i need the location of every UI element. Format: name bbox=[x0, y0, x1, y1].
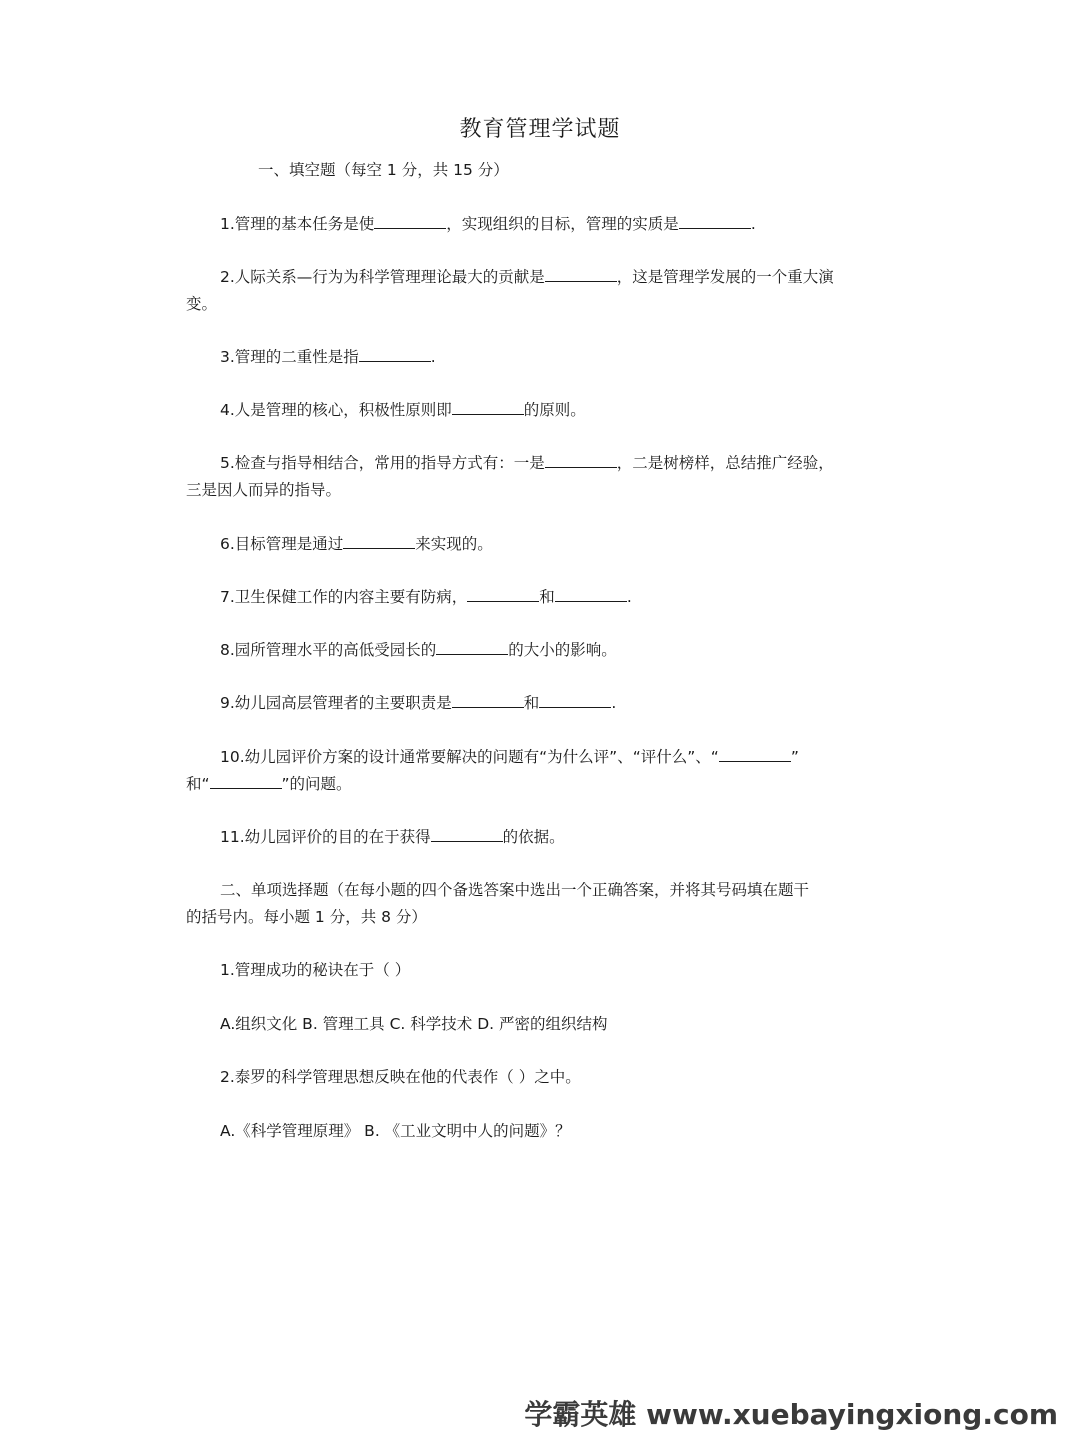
answer-blank bbox=[359, 345, 431, 362]
question-text: ，实现组织的目标，管理的实质是 bbox=[446, 215, 679, 233]
question-11 bbox=[220, 825, 565, 847]
section2-heading-continuation: 的括号内。每小题 1 分，共 8 分） bbox=[186, 908, 427, 926]
page-title: 教育管理学试题 bbox=[459, 117, 621, 142]
question-text: 2.人际关系—行为为科学管理理论最大的贡献是 bbox=[220, 268, 545, 286]
question-text: ”的问题。 bbox=[281, 775, 352, 793]
question-8 bbox=[220, 638, 617, 660]
answer-blank bbox=[452, 398, 524, 415]
answer-blank bbox=[545, 265, 617, 282]
question-text: 和“ bbox=[186, 775, 210, 793]
question-text: 5.检查与指导相结合，常用的指导方式有：一是 bbox=[220, 454, 545, 472]
answer-blank bbox=[545, 451, 617, 468]
question-3 bbox=[220, 345, 436, 367]
section1-heading: 一、填空题（每空 1 分，共 15 分） bbox=[258, 161, 509, 179]
question-10-continuation bbox=[186, 772, 352, 794]
section2-heading: 二、单项选择题（在每小题的四个备选答案中选出一个正确答案，并将其号码填在题干 bbox=[220, 881, 810, 899]
question-5-continuation: 三是因人而异的指导。 bbox=[186, 481, 342, 499]
answer-blank bbox=[452, 691, 524, 708]
question-text: ” bbox=[790, 748, 799, 766]
question-text: 9.幼儿园高层管理者的主要职责是 bbox=[220, 694, 452, 712]
question-text: . bbox=[750, 215, 756, 233]
question-text: . bbox=[626, 588, 632, 606]
answer-blank bbox=[539, 691, 611, 708]
question-text: 的依据。 bbox=[502, 828, 565, 846]
question-text: . bbox=[611, 694, 617, 712]
question-9 bbox=[220, 691, 616, 713]
question-text: 的原则。 bbox=[523, 401, 586, 419]
question-1 bbox=[220, 212, 756, 234]
answer-blank bbox=[555, 585, 627, 602]
answer-blank bbox=[436, 638, 508, 655]
question-text: 3.管理的二重性是指 bbox=[220, 348, 359, 366]
question-text: ，这是管理学发展的一个重大演 bbox=[616, 268, 834, 286]
question-5 bbox=[220, 451, 834, 473]
mc-question-2: 2.泰罗的科学管理思想反映在他的代表作（ ）之中。 bbox=[220, 1068, 581, 1086]
question-7 bbox=[220, 585, 632, 607]
question-text: 来实现的。 bbox=[415, 535, 493, 553]
mc-options-1: A.组织文化 B. 管理工具 C. 科学技术 D. 严密的组织结构 bbox=[220, 1015, 608, 1033]
question-text: . bbox=[430, 348, 436, 366]
question-text: ，二是树榜样，总结推广经验， bbox=[616, 454, 834, 472]
question-text: 1.管理的基本任务是使 bbox=[220, 215, 375, 233]
answer-blank bbox=[374, 212, 446, 229]
answer-blank bbox=[210, 772, 282, 789]
answer-blank bbox=[679, 212, 751, 229]
question-2 bbox=[220, 265, 834, 287]
question-text: 6.目标管理是通过 bbox=[220, 535, 344, 553]
answer-blank bbox=[467, 585, 539, 602]
question-text: 11.幼儿园评价的目的在于获得 bbox=[220, 828, 431, 846]
question-text: 4.人是管理的核心，积极性原则即 bbox=[220, 401, 452, 419]
question-text: 和 bbox=[539, 588, 555, 606]
question-text: 7.卫生保健工作的内容主要有防病， bbox=[220, 588, 468, 606]
question-2-continuation: 变。 bbox=[186, 295, 218, 313]
mc-question-1: 1.管理成功的秘诀在于（ ） bbox=[220, 961, 411, 979]
question-text: 10.幼儿园评价方案的设计通常要解决的问题有“为什么评”、“评什么”、“ bbox=[220, 748, 719, 766]
question-6 bbox=[220, 532, 493, 554]
question-text: 8.园所管理水平的高低受园长的 bbox=[220, 641, 437, 659]
question-text: 和 bbox=[523, 694, 540, 712]
answer-blank bbox=[343, 532, 415, 549]
answer-blank bbox=[431, 825, 503, 842]
site-watermark: 学霸英雄 www.xuebayingxiong.com bbox=[524, 1398, 1058, 1431]
question-4 bbox=[220, 398, 586, 420]
question-10 bbox=[220, 745, 799, 767]
mc-options-2: A.《科学管理原理》 B. 《工业文明中人的问题》？ bbox=[220, 1122, 571, 1140]
question-text: 的大小的影响。 bbox=[508, 641, 617, 659]
answer-blank bbox=[719, 745, 791, 762]
